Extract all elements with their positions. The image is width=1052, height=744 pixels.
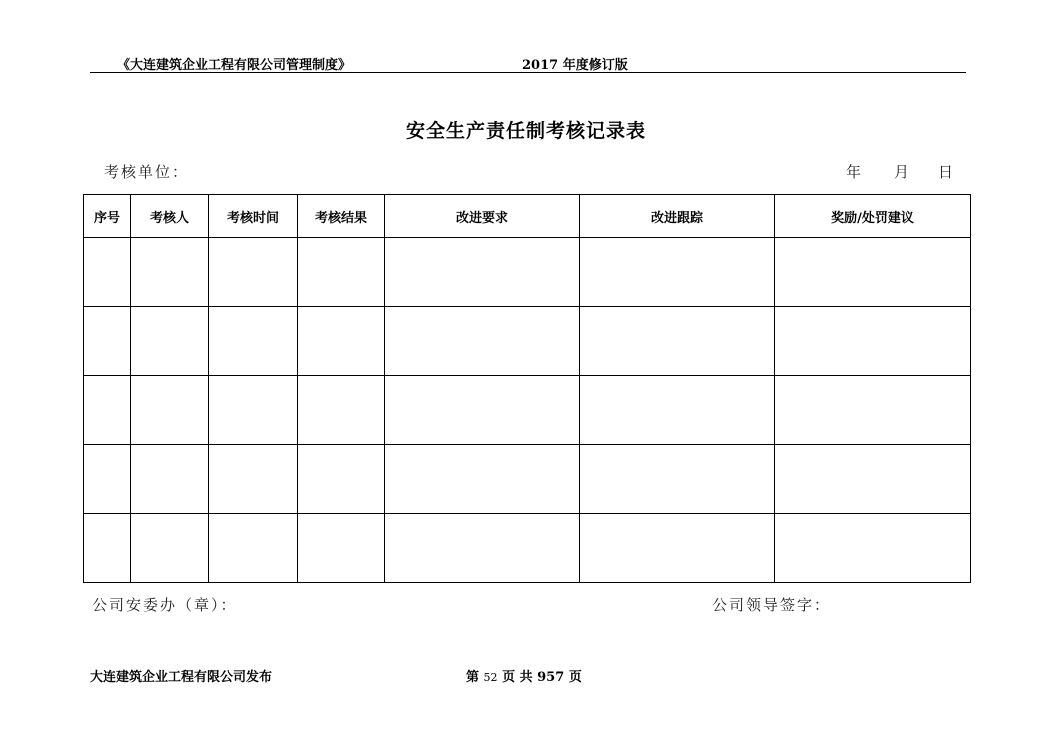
table-cell[interactable]	[775, 445, 971, 514]
header-doc-title: 《大连建筑企业工程有限公司管理制度》	[117, 58, 352, 73]
table-cell[interactable]	[209, 445, 298, 514]
table-cell[interactable]	[84, 238, 131, 307]
table-cell[interactable]	[298, 238, 385, 307]
assessment-record-table	[83, 194, 971, 583]
table-cell[interactable]	[209, 514, 298, 583]
table-cell[interactable]	[385, 445, 580, 514]
table-cell[interactable]	[84, 445, 131, 514]
table-cell[interactable]	[775, 238, 971, 307]
table-cell[interactable]	[84, 307, 131, 376]
page-current: 52	[483, 671, 498, 684]
table-cell[interactable]	[385, 376, 580, 445]
header-assessment-time: 考核时间	[209, 195, 298, 238]
date-year-label: 年	[846, 163, 862, 181]
table-cell[interactable]	[580, 307, 775, 376]
table-cell[interactable]	[131, 445, 209, 514]
date-month-label: 月	[894, 163, 910, 181]
table-row	[84, 445, 971, 514]
table-row	[84, 238, 971, 307]
table-cell[interactable]	[209, 238, 298, 307]
page-number	[466, 666, 582, 685]
table-cell[interactable]	[209, 376, 298, 445]
header-reward-penalty: 奖励/处罚建议	[775, 195, 971, 238]
table-cell[interactable]	[131, 376, 209, 445]
table-cell[interactable]	[298, 514, 385, 583]
table-cell[interactable]	[131, 238, 209, 307]
table-cell[interactable]	[298, 445, 385, 514]
table-cell[interactable]	[580, 445, 775, 514]
page-suffix: 页	[568, 670, 582, 685]
header-improvement-tracking: 改进跟踪	[580, 195, 775, 238]
table-cell[interactable]	[131, 307, 209, 376]
table-cell[interactable]	[385, 514, 580, 583]
table-cell[interactable]	[580, 376, 775, 445]
assessment-unit-label: 考核单位：	[104, 163, 190, 181]
page-total: 957	[537, 670, 565, 685]
safety-office-seal-label: 公司安委办（章）：	[92, 596, 238, 614]
publisher-footer: 大连建筑企业工程有限公司发布	[90, 670, 273, 685]
table-row	[84, 307, 971, 376]
table-cell[interactable]	[580, 238, 775, 307]
table-cell[interactable]	[580, 514, 775, 583]
header-examiner: 考核人	[131, 195, 209, 238]
header-edition: 2017 年度修订版	[522, 58, 628, 73]
form-title: 安全生产责任制考核记录表	[405, 120, 646, 142]
table-cell[interactable]	[775, 514, 971, 583]
header-serial-no: 序号	[84, 195, 131, 238]
table-row	[84, 514, 971, 583]
header-divider	[90, 72, 966, 73]
header-assessment-result: 考核结果	[298, 195, 385, 238]
header-improvement-requirement: 改进要求	[385, 195, 580, 238]
table-cell[interactable]	[298, 307, 385, 376]
table-cell[interactable]	[385, 238, 580, 307]
table-cell[interactable]	[84, 514, 131, 583]
table-cell[interactable]	[209, 307, 298, 376]
table-cell[interactable]	[84, 376, 131, 445]
table-cell[interactable]	[131, 514, 209, 583]
table-cell[interactable]	[385, 307, 580, 376]
page-middle: 页 共	[502, 670, 533, 685]
table-cell[interactable]	[298, 376, 385, 445]
date-day-label: 日	[938, 163, 954, 181]
table-cell[interactable]	[775, 376, 971, 445]
table-row	[84, 376, 971, 445]
leader-signature-label: 公司领导签字：	[712, 596, 832, 614]
table-cell[interactable]	[775, 307, 971, 376]
date-line	[846, 161, 953, 182]
table-header-row	[84, 195, 971, 238]
page-prefix: 第	[466, 670, 480, 685]
